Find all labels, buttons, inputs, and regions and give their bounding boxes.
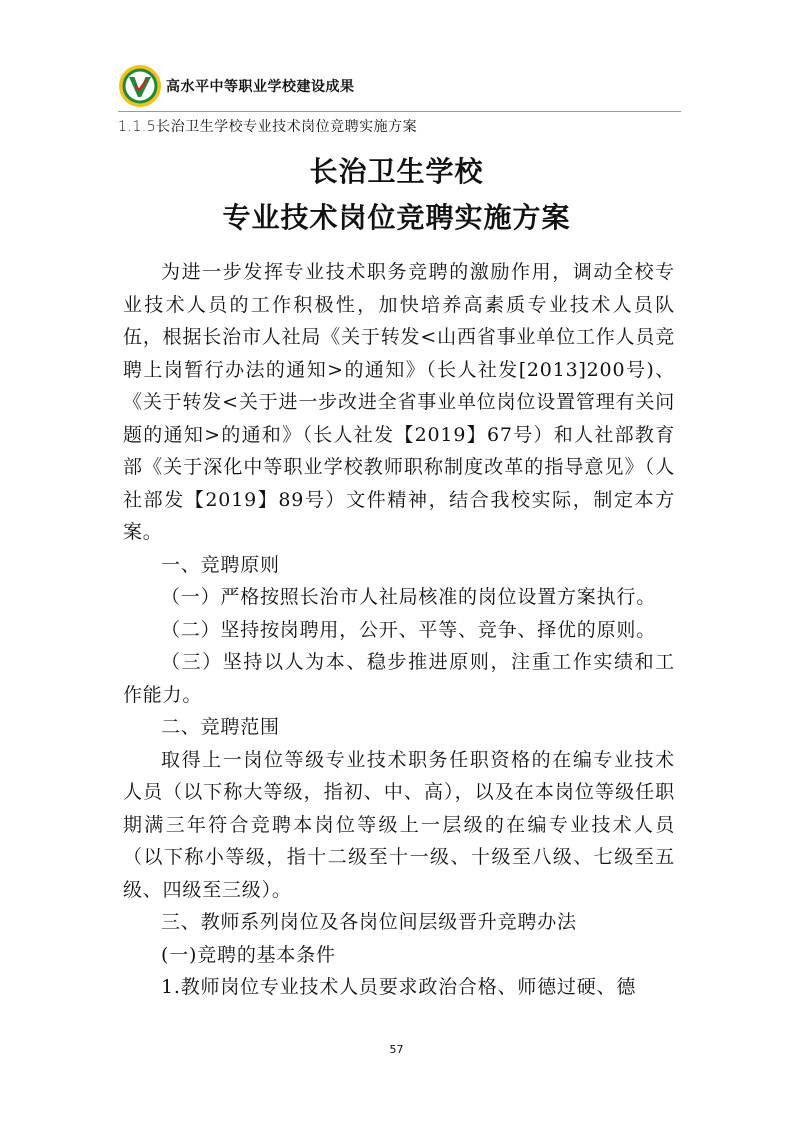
page-header: [118, 62, 355, 110]
heading-teacher-series: 三、教师系列岗位及各岗位间层级晋升竞聘办法: [161, 911, 577, 933]
principle-item-2: （二）坚持按岗聘用，公开、平等、竞争、择优的原则。: [161, 618, 657, 641]
document-title-line1: 长治卫生学校: [309, 155, 484, 188]
document-title-line2: 专业技术岗位竞聘实施方案: [222, 201, 571, 234]
header-divider: [118, 111, 681, 112]
intro-paragraph: 为进一步发挥专业技术职务竞聘的激励作用，调动全校专业技术人员的工作积极性，加快培养高素质专业技术人员队伍，根据长治市人社局《关于转发<山西省事业单位工作人员竞聘上岗暂行办法的通知>的通知》（长人社发[2013]200号)、《关于转发<关于进一步改进全省事业单位岗位设置管理有关问题的通知>的通和》（长人社发【2019】67号）和人社部教育部《关于深化中等职业学校教师职称制度改革的指导意见》（人社部发【2019】89号）文件精神，结合我校实际，制定本方案。: [123, 261, 675, 543]
document-body: [123, 256, 675, 1004]
condition-item-1: 1.教师岗位专业技术人员要求政治合格、师德过硬、德: [161, 976, 637, 998]
principle-item-3: （三）坚持以人为本、稳步推进原则，注重工作实绩和工作能力。: [123, 651, 675, 706]
school-logo-icon: [118, 64, 162, 108]
section-heading: 1.1.5长治卫生学校专业技术岗位竞聘实施方案: [118, 119, 418, 135]
page-number: 57: [389, 1043, 404, 1056]
scope-paragraph: 取得上一岗位等级专业技术职务任职资格的在编专业技术人员（以下称大等级，指初、中、高），以及在本岗位等级任职期满三年符合竞聘本岗位等级上一层级的在编专业技术人员（以下称小等级，指十二级至十一级、十级至八级、七级至五级、四级至三级）。: [123, 748, 675, 901]
heading-scope: 二、竞聘范围: [161, 716, 280, 738]
header-title: 高水平中等职业学校建设成果: [166, 79, 355, 95]
heading-principles: 一、竞聘原则: [161, 553, 280, 576]
principle-item-1: （一）严格按照长治市人社局核准的岗位设置方案执行。: [161, 586, 657, 608]
subheading-basic-conditions: (一)竞聘的基本条件: [161, 943, 336, 966]
